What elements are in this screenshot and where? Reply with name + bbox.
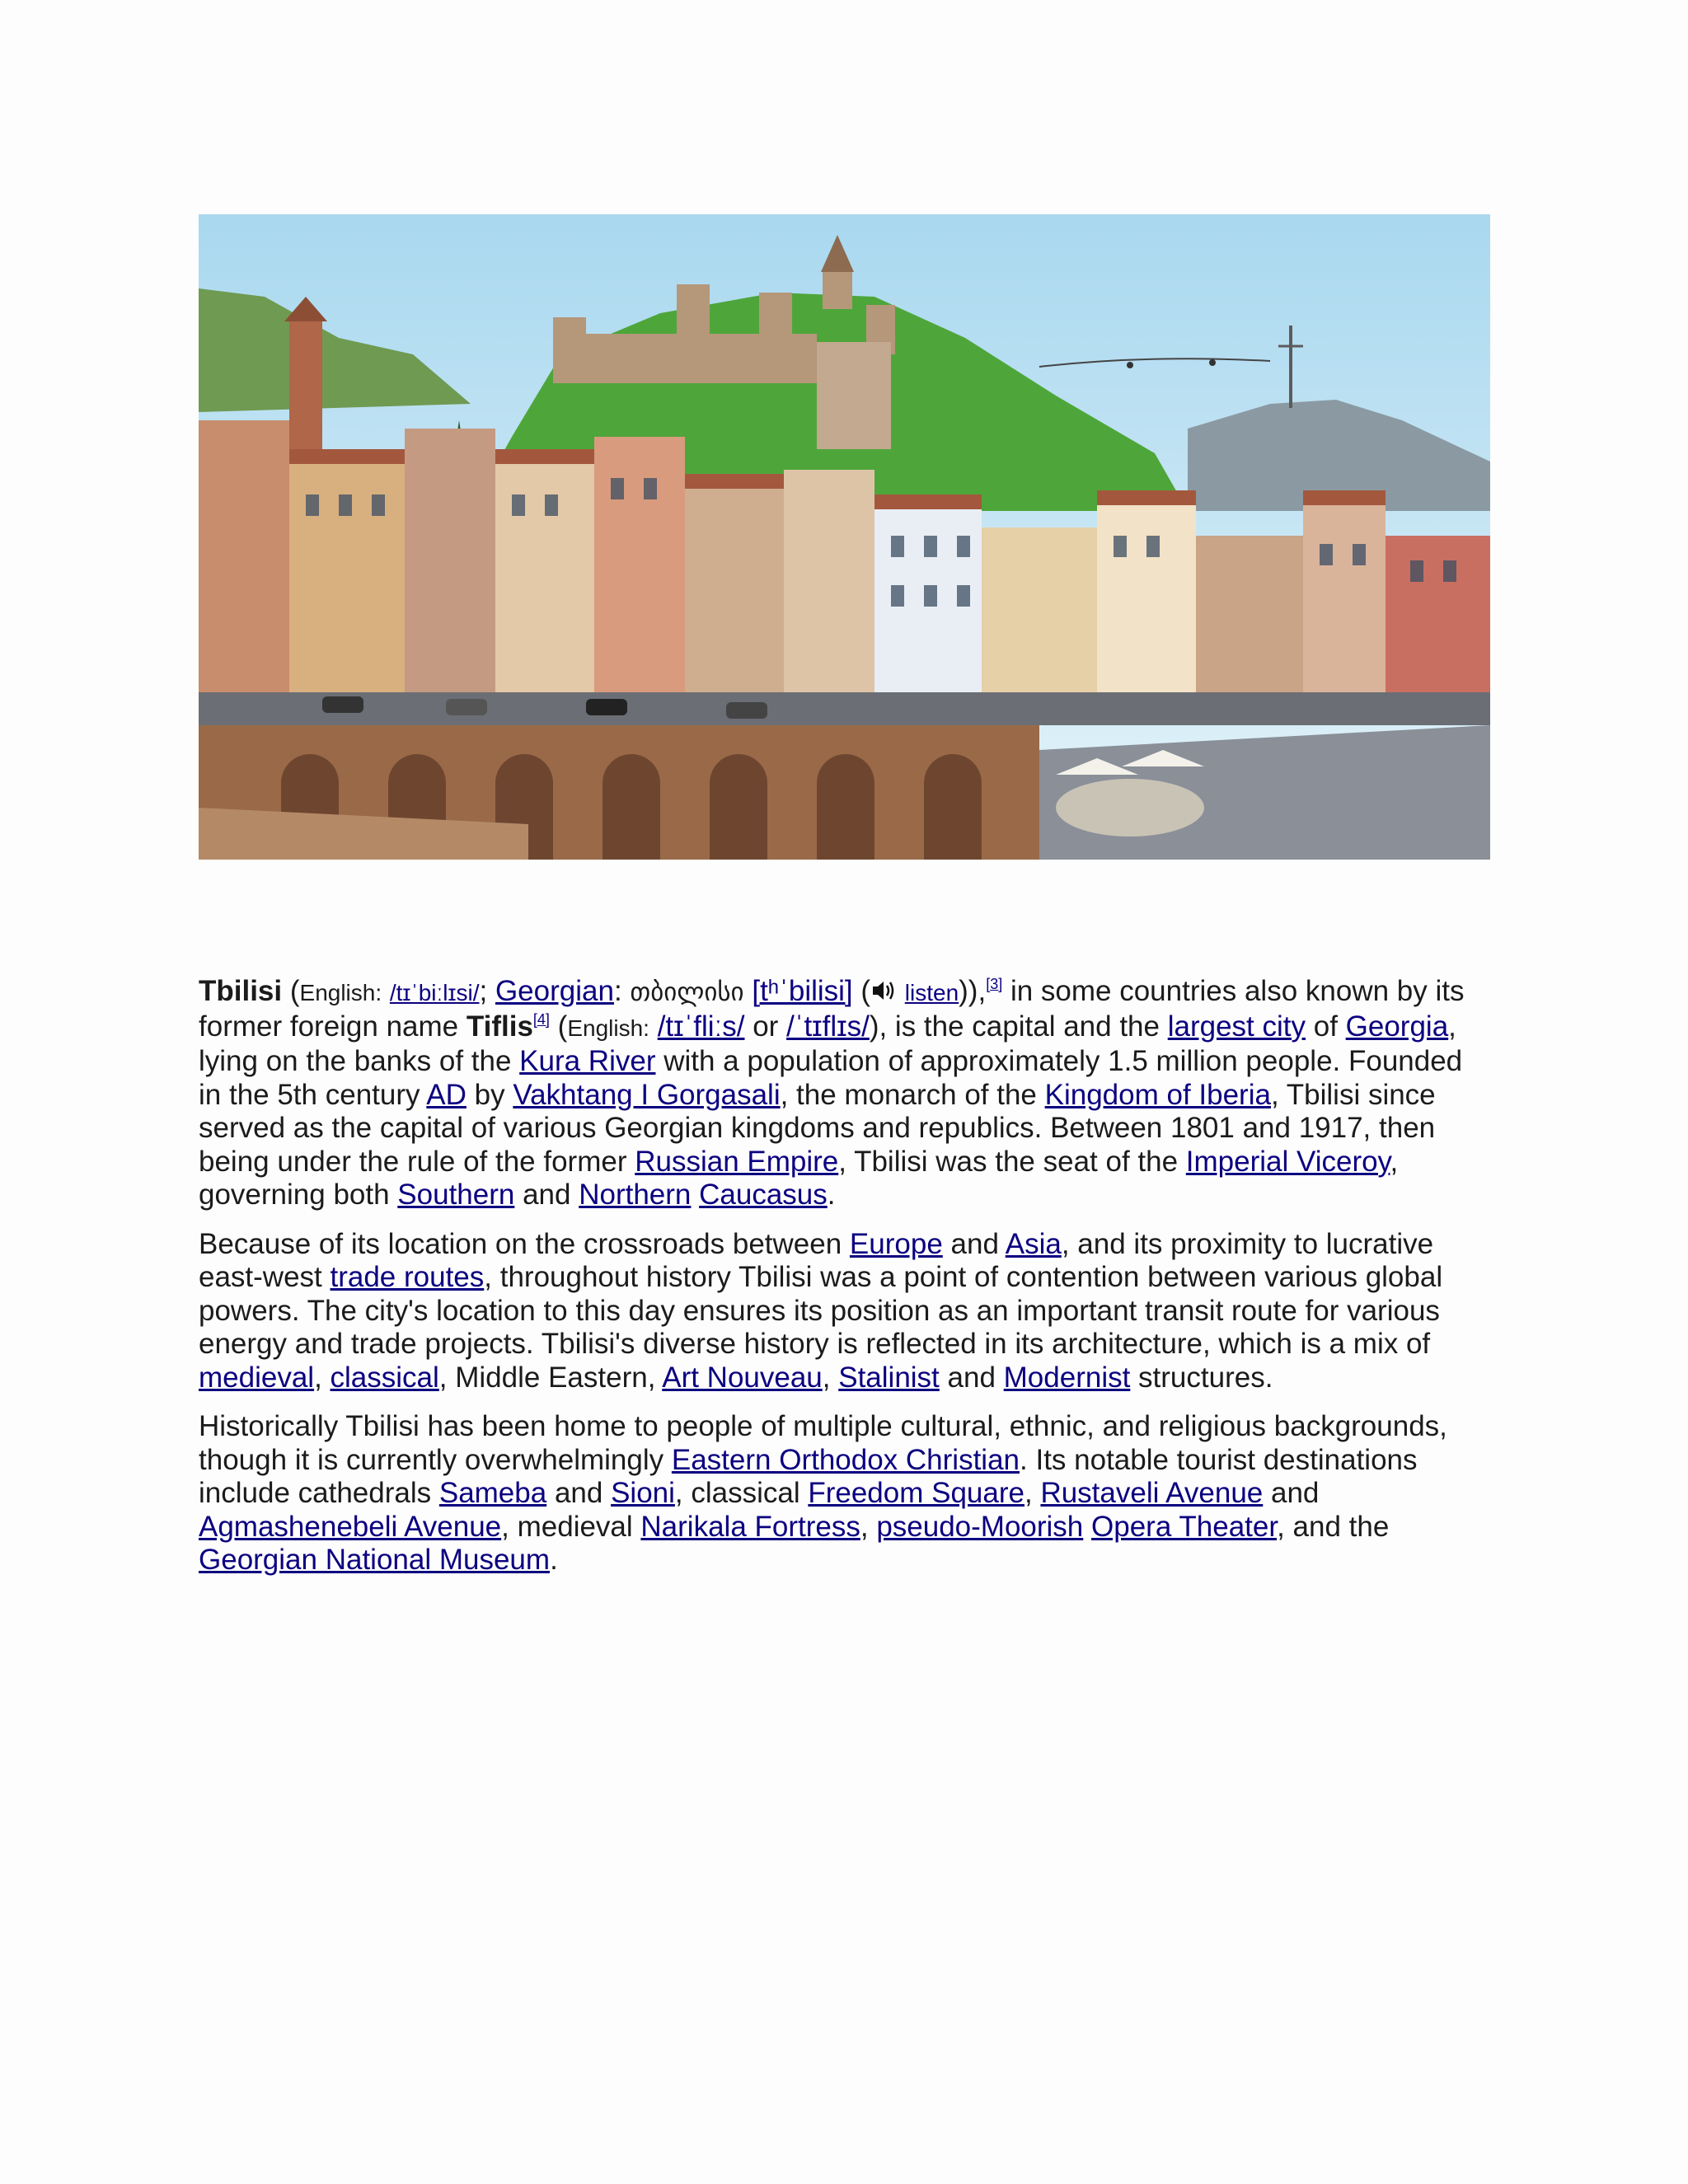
trade-routes-link[interactable]: trade routes bbox=[330, 1261, 485, 1293]
stalinist-link[interactable]: Stalinist bbox=[838, 1361, 940, 1394]
ipa-link[interactable]: /ˈtɪflɪs/ bbox=[786, 1010, 870, 1043]
largest-city-link[interactable]: largest city bbox=[1167, 1010, 1306, 1043]
text bbox=[1083, 1511, 1091, 1543]
vakhtang-link[interactable]: Vakhtang I Gorgasali bbox=[513, 1078, 781, 1111]
sioni-link[interactable]: Sioni bbox=[611, 1477, 675, 1509]
text: and bbox=[942, 1227, 1006, 1260]
text: ( bbox=[289, 975, 300, 1007]
text: of bbox=[1306, 1010, 1346, 1043]
georgia-link[interactable]: Georgia bbox=[1345, 1010, 1449, 1043]
ipa-georgian-link[interactable]: [tʰˈbilisi] bbox=[752, 975, 853, 1007]
text: . bbox=[827, 1179, 836, 1211]
text: Historically Tbilisi has been home to people of multiple cultural, ethnic, and religious backgrounds, though it is currently overwhelmingly bbox=[199, 1410, 1447, 1476]
ipa-link[interactable]: /tɪˈfliːs/ bbox=[657, 1010, 745, 1043]
speaker-icon[interactable] bbox=[870, 978, 897, 1003]
agmashenebeli-avenue-link[interactable]: Agmashenebeli Avenue bbox=[199, 1510, 502, 1543]
asia-link[interactable]: Asia bbox=[1005, 1227, 1062, 1260]
caucasus-link[interactable]: Caucasus bbox=[699, 1179, 828, 1211]
text: Because of its location on the crossroads between bbox=[199, 1227, 850, 1260]
reference-4[interactable]: [4] bbox=[532, 1010, 550, 1028]
text: )), bbox=[959, 975, 987, 1007]
article-body bbox=[199, 975, 1493, 1593]
text: and bbox=[514, 1179, 579, 1211]
opera-theater-link[interactable]: Opera Theater bbox=[1091, 1510, 1278, 1543]
text: in some countries also known by its former foreign name bbox=[199, 975, 1465, 1043]
text: with a population of approximately 1.5 million people. Founded in the 5th century bbox=[199, 1045, 1463, 1111]
text: , and the bbox=[1277, 1510, 1390, 1543]
medieval-link[interactable]: medieval bbox=[199, 1361, 315, 1394]
paragraph-intro: Tbilisi (English: /tɪˈbiːlɪsi/; Georgian: თბილისი [tʰˈbilisi] ( listen)),[3] in some countries also known by its former foreign name Tiflis[4] (English: /tɪˈfliːs/ or /ˈtɪflɪs/), is the capital and the largest city of Georgia, lying on the banks of the Kura River with a population of approximately 1.5 million people. Founded in the 5th century AD by Vakhtang I Gorgasali, the monarch of the Kingdom of Iberia, Tbilisi since served as the capital of various Georgian kingdoms and republics. Between 1801 and 1917, then being under the rule of the former Russian Empire, Tbilisi was the seat of the Imperial Viceroy, governing both Southern and Northern Caucasus. bbox=[199, 975, 1465, 1211]
text: or bbox=[753, 1010, 779, 1043]
paragraph-culture bbox=[199, 1410, 1493, 1577]
text: . Its notable tourist destinations include cathedrals bbox=[199, 1443, 1418, 1509]
text: ( bbox=[557, 1010, 568, 1043]
text: and bbox=[939, 1361, 1004, 1394]
text: ; bbox=[479, 975, 488, 1007]
northern-link[interactable]: Northern bbox=[579, 1179, 692, 1211]
text: and bbox=[1263, 1477, 1320, 1509]
text: , classical bbox=[674, 1477, 809, 1509]
paragraph-location bbox=[199, 1228, 1493, 1395]
ad-link[interactable]: AD bbox=[426, 1078, 467, 1111]
text: , and its proximity to lucrative east-west bbox=[199, 1227, 1434, 1293]
reference-3[interactable]: [3] bbox=[986, 976, 1003, 992]
pseudo-moorish-link[interactable]: pseudo-Moorish bbox=[876, 1510, 1084, 1543]
text: , governing both bbox=[199, 1145, 1399, 1211]
text: , lying on the banks of the bbox=[199, 1010, 1456, 1077]
minaret bbox=[289, 321, 322, 462]
text: by bbox=[466, 1078, 513, 1111]
eastern-orthodox-link[interactable]: Eastern Orthodox Christian bbox=[671, 1443, 1020, 1476]
sameba-link[interactable]: Sameba bbox=[438, 1477, 547, 1509]
modernist-link[interactable]: Modernist bbox=[1003, 1361, 1131, 1394]
text: , medieval bbox=[501, 1510, 641, 1543]
english-label: English: bbox=[567, 1015, 649, 1041]
text: , Middle Eastern, bbox=[438, 1361, 663, 1394]
text: , bbox=[860, 1510, 877, 1543]
kingdom-of-iberia-link[interactable]: Kingdom of Iberia bbox=[1044, 1078, 1271, 1111]
text: , the monarch of the bbox=[780, 1078, 1045, 1111]
text: : bbox=[613, 975, 622, 1007]
georgian-script: თბილისი bbox=[630, 977, 744, 1007]
text: , Tbilisi was the seat of the bbox=[838, 1145, 1186, 1178]
text: , bbox=[822, 1361, 839, 1394]
street bbox=[199, 692, 1490, 725]
text bbox=[691, 1179, 699, 1211]
kura-river-link[interactable]: Kura River bbox=[519, 1045, 656, 1077]
text: . bbox=[550, 1544, 558, 1576]
text: , Tbilisi since served as the capital of various Georgian kingdoms and republics. Between 1801 and 1917, then being under the rule of the former bbox=[199, 1078, 1436, 1178]
georgian-national-museum-link[interactable]: Georgian National Museum bbox=[199, 1544, 551, 1576]
text: structures. bbox=[1130, 1361, 1273, 1394]
rustaveli-avenue-link[interactable]: Rustaveli Avenue bbox=[1040, 1477, 1264, 1509]
listen-link[interactable]: listen bbox=[904, 980, 959, 1005]
text: , throughout history Tbilisi was a point of contention between various global powers. The city's location to this day ensures its position as an important transit route for various energy and trade projects. Tbilisi's diverse history is reflected in its architecture, which is a mix of bbox=[199, 1261, 1443, 1360]
text: , bbox=[1024, 1477, 1041, 1509]
imperial-viceroy-link[interactable]: Imperial Viceroy bbox=[1185, 1145, 1390, 1178]
term-tiflis: Tiflis bbox=[466, 1010, 533, 1043]
text: and bbox=[546, 1477, 612, 1509]
narikala-fortress-link[interactable]: Narikala Fortress bbox=[640, 1510, 860, 1543]
southern-link[interactable]: Southern bbox=[397, 1179, 515, 1211]
text: , bbox=[314, 1361, 331, 1394]
europe-link[interactable]: Europe bbox=[849, 1227, 943, 1260]
term-tbilisi: Tbilisi bbox=[199, 975, 283, 1007]
text: ), is the capital and the bbox=[869, 1010, 1168, 1043]
english-label: English: bbox=[299, 980, 382, 1005]
classical-link[interactable]: classical bbox=[330, 1361, 439, 1394]
freedom-square-link[interactable]: Freedom Square bbox=[808, 1477, 1025, 1509]
tbilisi-photo bbox=[199, 214, 1490, 860]
ipa-link[interactable]: /tɪˈbiːlɪsi/ bbox=[389, 980, 480, 1005]
art-nouveau-link[interactable]: Art Nouveau bbox=[662, 1361, 823, 1394]
russian-empire-link[interactable]: Russian Empire bbox=[635, 1145, 839, 1178]
georgian-language-link[interactable]: Georgian bbox=[495, 975, 614, 1007]
